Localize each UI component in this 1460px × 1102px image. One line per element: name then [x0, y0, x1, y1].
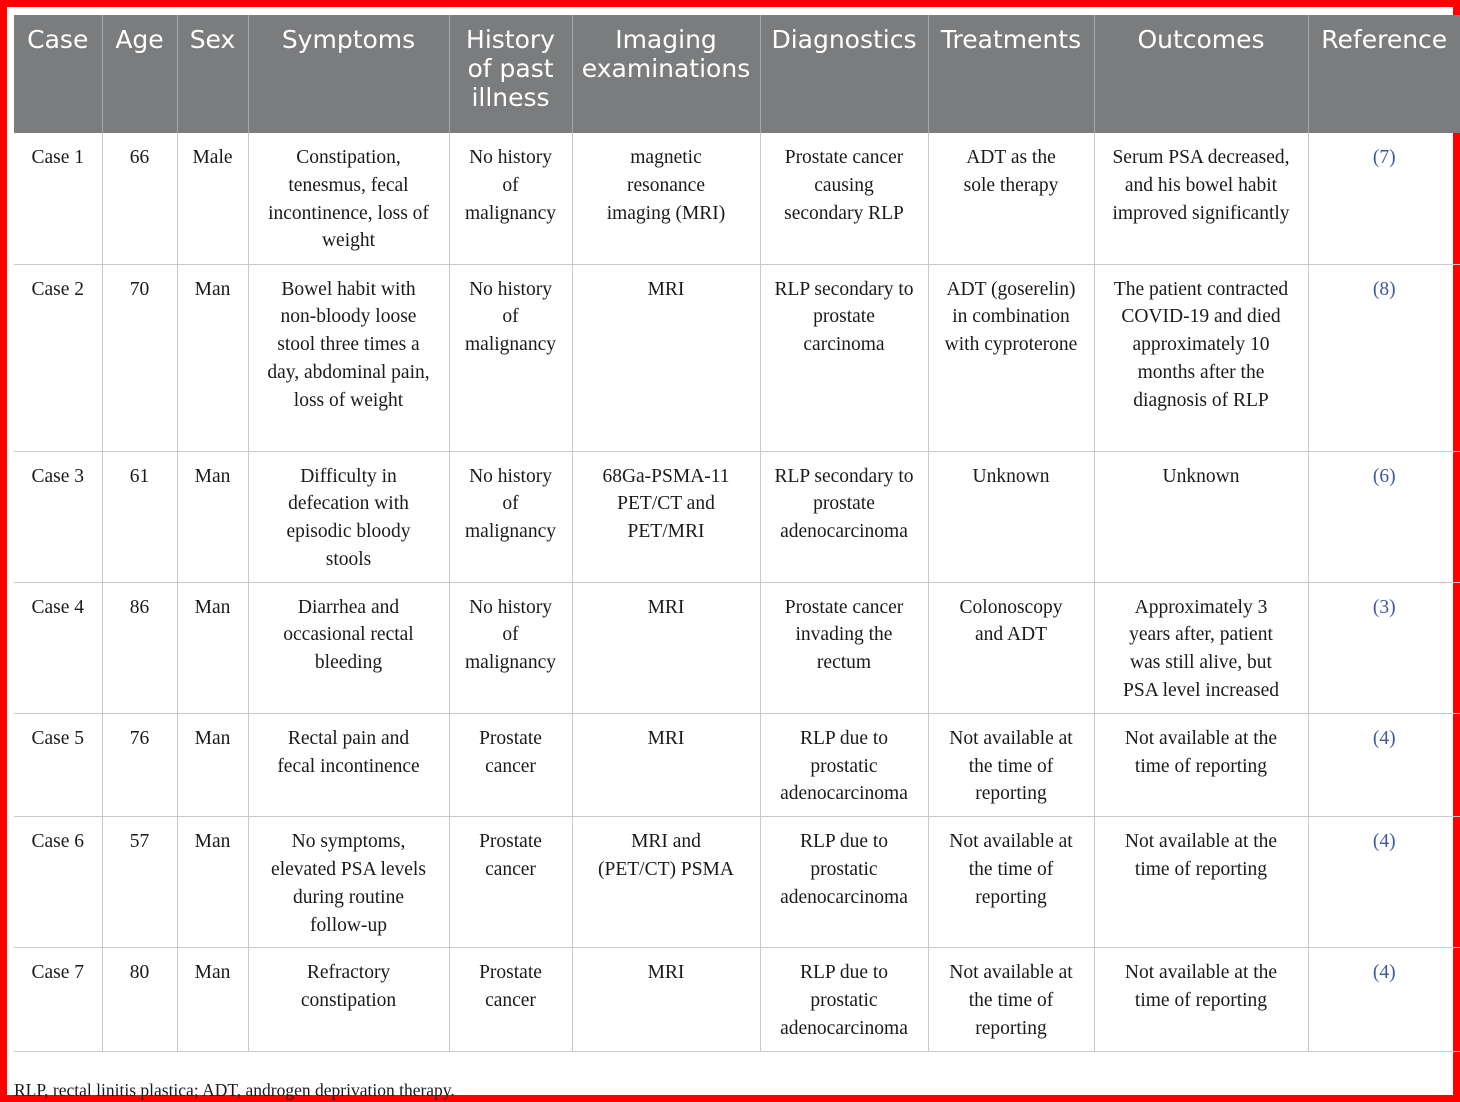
header-symptoms: Symptoms [248, 15, 449, 133]
cell-sex: Man [177, 582, 248, 713]
cell-imaging: MRI [572, 582, 760, 713]
cell-age: 61 [102, 451, 177, 582]
cell-treatments: ADT as the sole therapy [928, 133, 1094, 264]
cell-history: No history of malignancy [449, 582, 572, 713]
header-imaging-label: Imaging examinations [581, 25, 751, 83]
cell-age: 80 [102, 948, 177, 1051]
cell-treatments: Colonoscopy and ADT [928, 582, 1094, 713]
cell-history: No history of malignancy [449, 133, 572, 264]
cell-imaging: magnetic resonance imaging (MRI) [572, 133, 760, 264]
cell-diagnostics: RLP due to prostatic adenocarcinoma [760, 713, 928, 816]
header-reference: Reference [1308, 15, 1460, 133]
header-imaging [572, 15, 760, 133]
header-history [449, 15, 572, 133]
cell-diagnostics: RLP due to prostatic adenocarcinoma [760, 948, 928, 1051]
cell-treatments: Not available at the time of reporting [928, 817, 1094, 948]
table-row [14, 948, 1460, 1051]
table-row [14, 817, 1460, 948]
reference-link[interactable]: (4) [1372, 962, 1396, 984]
cell-history: No history of malignancy [449, 451, 572, 582]
cell-outcomes: Not available at the time of reporting [1094, 713, 1308, 816]
cell-diagnostics: Prostate cancer causing secondary RLP [760, 133, 928, 264]
header-age: Age [102, 15, 177, 133]
cell-imaging: MRI [572, 948, 760, 1051]
cell-age: 57 [102, 817, 177, 948]
cell-treatments: Not available at the time of reporting [928, 948, 1094, 1051]
cell-sex: Man [177, 817, 248, 948]
cell-treatments: Unknown [928, 451, 1094, 582]
cell-reference [1308, 451, 1460, 582]
cell-reference [1308, 264, 1460, 451]
cell-reference [1308, 948, 1460, 1051]
cell-outcomes: Serum PSA decreased, and his bowel habit improved significantly [1094, 133, 1308, 264]
cell-symptoms: No symptoms, elevated PSA levels during routine follow-up [248, 817, 449, 948]
cell-diagnostics: Prostate cancer invading the rectum [760, 582, 928, 713]
cell-history: Prostate cancer [449, 817, 572, 948]
cell-sex: Male [177, 133, 248, 264]
cell-sex: Man [177, 713, 248, 816]
reference-link[interactable]: (6) [1372, 465, 1396, 487]
cell-treatments: Not available at the time of reporting [928, 713, 1094, 816]
table-header [14, 15, 1460, 133]
cell-case: Case 5 [14, 713, 102, 816]
cell-treatments: ADT (goserelin) in combination with cyproterone [928, 264, 1094, 451]
table-row [14, 713, 1460, 816]
cell-symptoms: Bowel habit with non-bloody loose stool three times a day, abdominal pain, loss of weight [248, 264, 449, 451]
cell-sex: Man [177, 264, 248, 451]
cell-symptoms: Constipation, tenesmus, fecal incontinence, loss of weight [248, 133, 449, 264]
cell-diagnostics: RLP secondary to prostate adenocarcinoma [760, 451, 928, 582]
cell-symptoms: Difficulty in defecation with episodic bloody stools [248, 451, 449, 582]
reference-link[interactable]: (4) [1372, 727, 1396, 749]
reference-link[interactable]: (3) [1372, 596, 1396, 618]
table-row [14, 133, 1460, 264]
table-footnote: RLP, rectal linitis plastica; ADT, androgen deprivation therapy. [14, 1080, 455, 1100]
header-sex: Sex [177, 15, 248, 133]
cell-diagnostics: RLP secondary to prostate carcinoma [760, 264, 928, 451]
cell-outcomes: Approximately 3 years after, patient was still alive, but PSA level increased [1094, 582, 1308, 713]
reference-link[interactable]: (4) [1372, 831, 1396, 853]
cell-case: Case 4 [14, 582, 102, 713]
reference-link[interactable]: (7) [1372, 147, 1396, 168]
table-row [14, 582, 1460, 713]
cell-case: Case 6 [14, 817, 102, 948]
cell-outcomes: Not available at the time of reporting [1094, 948, 1308, 1051]
header-case: Case [14, 15, 102, 133]
cell-case: Case 3 [14, 451, 102, 582]
reference-link[interactable]: (8) [1372, 278, 1396, 300]
cell-reference [1308, 133, 1460, 264]
cell-reference [1308, 713, 1460, 816]
cell-symptoms: Refractory constipation [248, 948, 449, 1051]
header-outcomes: Outcomes [1094, 15, 1308, 133]
cell-age: 70 [102, 264, 177, 451]
cell-age: 76 [102, 713, 177, 816]
cell-imaging: MRI [572, 713, 760, 816]
cell-imaging: MRI and (PET/CT) PSMA [572, 817, 760, 948]
cell-imaging: MRI [572, 264, 760, 451]
cell-age: 86 [102, 582, 177, 713]
cell-case: Case 7 [14, 948, 102, 1051]
cell-age: 66 [102, 133, 177, 264]
cell-diagnostics: RLP due to prostatic adenocarcinoma [760, 817, 928, 948]
header-row [14, 15, 1460, 133]
cell-outcomes: Unknown [1094, 451, 1308, 582]
case-table [14, 15, 1460, 1052]
cell-case: Case 2 [14, 264, 102, 451]
cell-history: No history of malignancy [449, 264, 572, 451]
cell-outcomes: The patient contracted COVID-19 and died approximately 10 months after the diagnosis of RLP [1094, 264, 1308, 451]
cell-symptoms: Diarrhea and occasional rectal bleeding [248, 582, 449, 713]
cell-sex: Man [177, 451, 248, 582]
cell-symptoms: Rectal pain and fecal incontinence [248, 713, 449, 816]
table-row [14, 451, 1460, 582]
cell-case: Case 1 [14, 133, 102, 264]
header-history-label: History of past illness [466, 25, 555, 112]
table-body [14, 133, 1460, 1051]
cell-imaging: 68Ga-PSMA-11 PET/CT and PET/MRI [572, 451, 760, 582]
cell-history: Prostate cancer [449, 713, 572, 816]
cell-outcomes: Not available at the time of reporting [1094, 817, 1308, 948]
header-diagnostics: Diagnostics [760, 15, 928, 133]
cell-sex: Man [177, 948, 248, 1051]
cell-reference [1308, 582, 1460, 713]
cell-history: Prostate cancer [449, 948, 572, 1051]
header-treatments: Treatments [928, 15, 1094, 133]
table-row [14, 264, 1460, 451]
cell-reference [1308, 817, 1460, 948]
